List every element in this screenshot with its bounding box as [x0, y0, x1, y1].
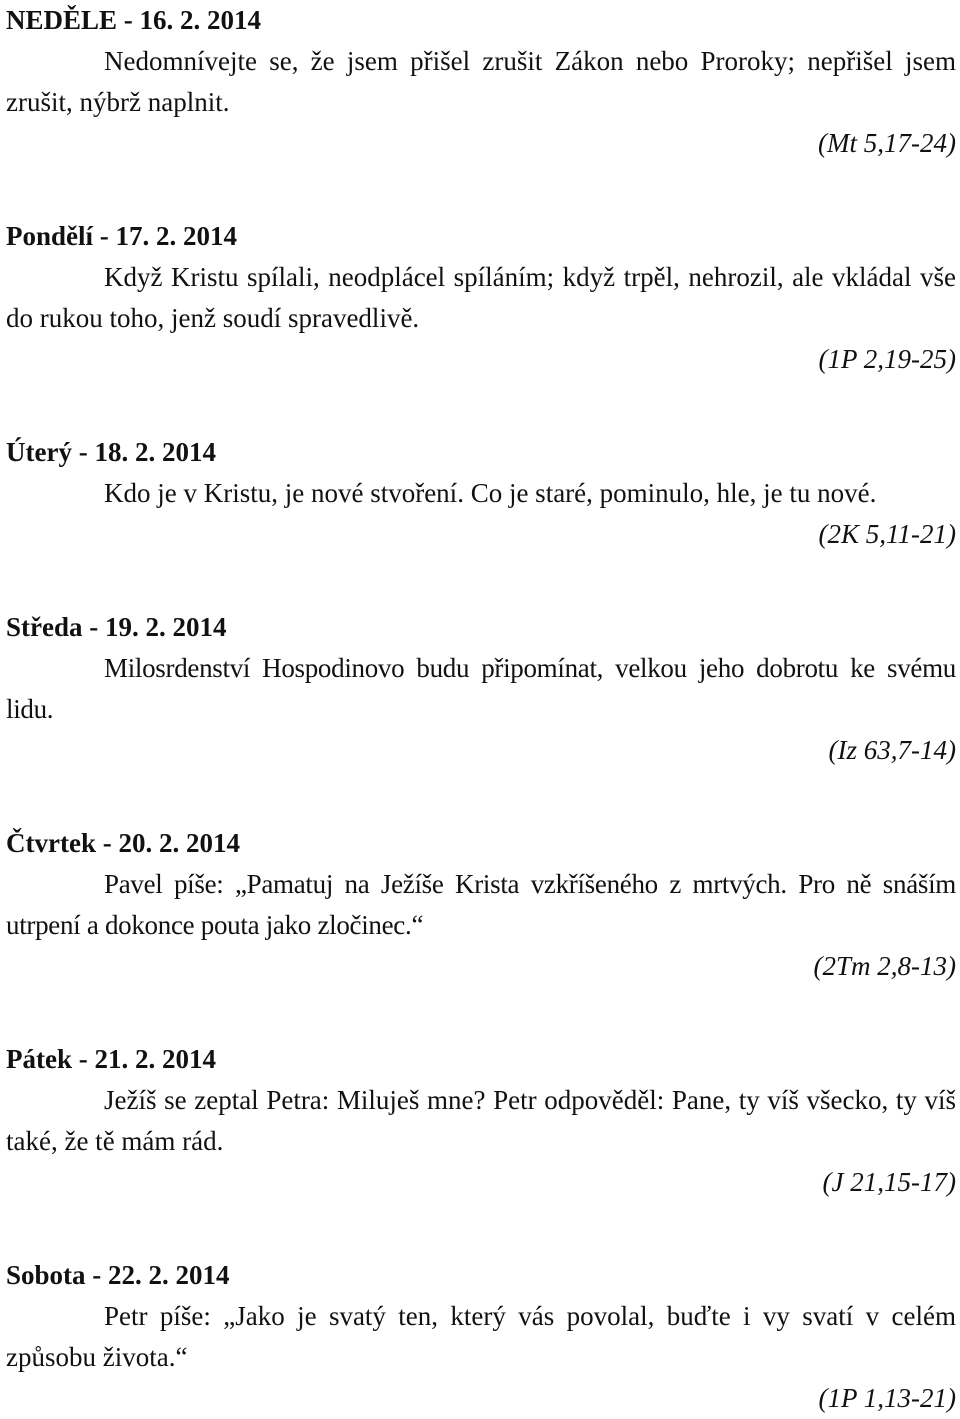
day-heading: Čtvrtek - 20. 2. 2014	[6, 828, 240, 858]
day-entry-friday	[6, 1039, 956, 1203]
verse-text: Petr píše: „Jako je svatý ten, který vás povolal, buďte i vy svatí v celém způsobu života.“	[6, 1301, 956, 1372]
entry-spacer	[6, 987, 956, 1039]
verse-text: Milosrdenství Hospodinovo budu připomínat, velkou jeho dobrotu ke svému lidu.	[6, 653, 956, 724]
scripture-reference: (Iz 63,7-14)	[828, 735, 956, 765]
scripture-reference: (2Tm 2,8-13)	[813, 951, 956, 981]
verse-text: Když Kristu spílali, neodplácel spíláním; když trpěl, nehrozil, ale vkládal vše do rukou toho, jenž soudí spravedlivě.	[6, 262, 956, 333]
verse-text: Kdo je v Kristu, je nové stvoření. Co je staré, pominulo, hle, je tu nové.	[104, 478, 877, 508]
verse-text: Nedomnívejte se, že jsem přišel zrušit Zákon nebo Proroky; nepřišel jsem zrušit, nýbrž naplnit.	[6, 46, 956, 117]
day-heading: NEDĚLE - 16. 2. 2014	[6, 5, 262, 35]
day-heading: Pátek - 21. 2. 2014	[6, 1044, 216, 1074]
day-entry-sunday	[6, 0, 956, 164]
verse-text: Ježíš se zeptal Petra: Miluješ mne? Petr odpověděl: Pane, ty víš všecko, ty víš také, že tě mám rád.	[6, 1085, 956, 1156]
scripture-reference: (J 21,15-17)	[822, 1167, 956, 1197]
day-heading: Středa - 19. 2. 2014	[6, 612, 227, 642]
scripture-reference: (1P 2,19-25)	[818, 344, 956, 374]
verse-text: Pavel píše: „Pamatuj na Ježíše Krista vzkříšeného z mrtvých. Pro ně snáším utrpení a dokonce pouta jako zločinec.“	[6, 869, 956, 940]
day-entry-saturday	[6, 1255, 956, 1419]
entry-spacer	[6, 555, 956, 607]
day-heading: Úterý - 18. 2. 2014	[6, 437, 216, 467]
day-entry-monday	[6, 216, 956, 380]
entry-spacer	[6, 164, 956, 216]
day-heading: Sobota - 22. 2. 2014	[6, 1260, 230, 1290]
day-heading: Pondělí - 17. 2. 2014	[6, 221, 238, 251]
day-entry-wednesday	[6, 607, 956, 771]
entry-spacer	[6, 380, 956, 432]
scripture-reference: (1P 1,13-21)	[818, 1383, 956, 1413]
day-entry-thursday	[6, 823, 956, 987]
scripture-reference: (2K 5,11-21)	[818, 519, 956, 549]
scripture-reference: (Mt 5,17-24)	[818, 128, 956, 158]
day-entry-tuesday	[6, 432, 956, 555]
entry-spacer	[6, 771, 956, 823]
entry-spacer	[6, 1203, 956, 1255]
devotional-page	[6, 0, 956, 1419]
